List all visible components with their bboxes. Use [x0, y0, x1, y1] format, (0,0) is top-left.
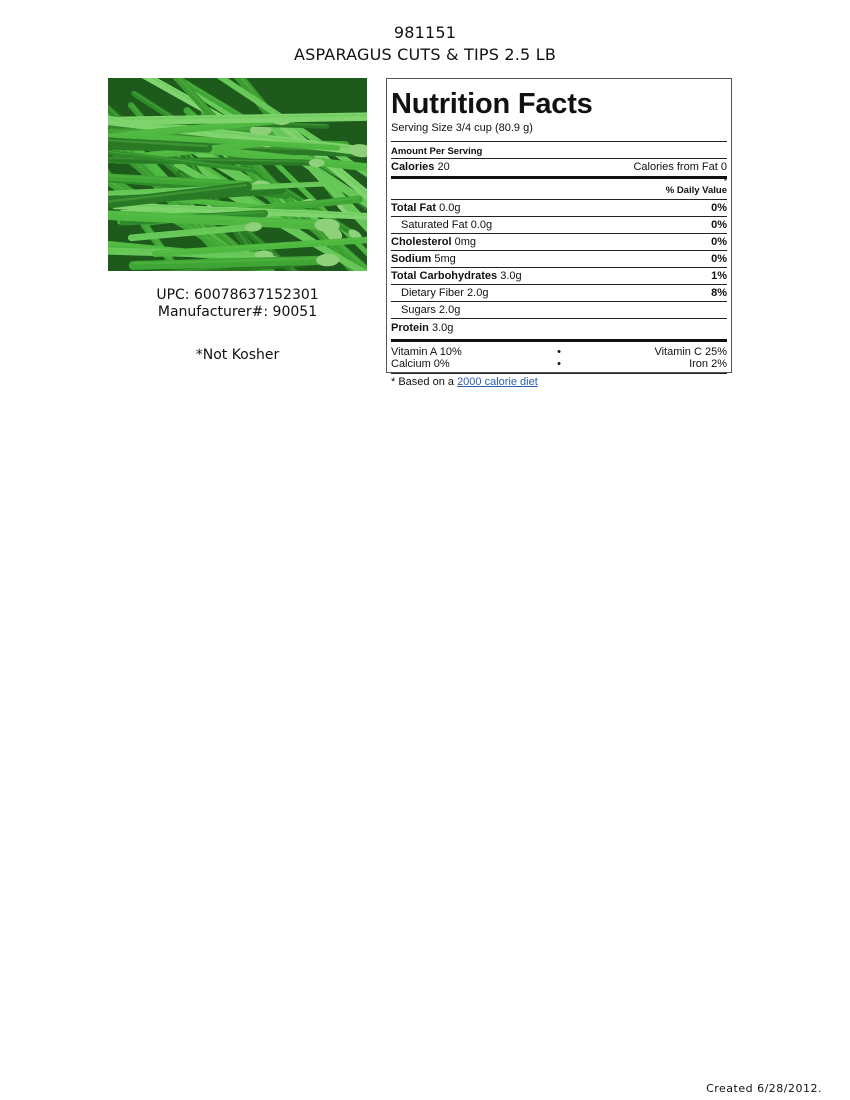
- daily-value-asterisk: *: [723, 177, 727, 186]
- vitamin-row: [391, 342, 727, 358]
- vitamin-right: Vitamin C 25%: [654, 346, 727, 358]
- nutrient-row-protein: [391, 319, 727, 342]
- nutrient-amount: 2.0g: [467, 287, 489, 299]
- nutrient-amount: 3.0g: [500, 270, 522, 282]
- asparagus-image: [108, 78, 367, 271]
- calorie-diet-link[interactable]: 2000 calorie diet: [457, 376, 538, 388]
- product-name: ASPARAGUS CUTS & TIPS 2.5 LB: [293, 45, 557, 64]
- nutrient-percent: 0%: [711, 236, 727, 248]
- calories-row: [391, 159, 727, 179]
- vitamin-left: Calcium 0%: [391, 358, 450, 370]
- vitamin-left: Vitamin A 10%: [391, 346, 462, 358]
- calorie-footnote: [391, 374, 727, 388]
- vitamin-right: Iron 2%: [689, 358, 727, 370]
- nutrient-percent: 1%: [711, 270, 727, 282]
- nutrient-row-dietary-fiber: [391, 285, 727, 302]
- upc-label: UPC: 60078637152301: [156, 287, 319, 303]
- nutrient-percent: 0%: [711, 219, 727, 231]
- nutrient-amount: 2.0g: [438, 304, 461, 316]
- nutrient-row-sodium: [391, 251, 727, 268]
- nutrient-percent: 0%: [711, 253, 727, 265]
- nutrient-percent: 8%: [711, 287, 727, 299]
- page-header: [0, 22, 850, 66]
- nutrient-row-total-fat: [391, 200, 727, 217]
- vitamin-bullet: •: [557, 358, 561, 370]
- nutrient-label: Cholesterol: [391, 236, 452, 248]
- created-date: Created 6/28/2012.: [706, 1082, 822, 1095]
- manufacturer-number: Manufacturer#: 90051: [157, 304, 318, 320]
- daily-value-label: % Daily Value: [665, 185, 727, 196]
- vitamin-bullet: •: [557, 346, 561, 358]
- nutrient-label: Sugars: [401, 304, 436, 316]
- nutrient-row-sugars: [391, 302, 727, 319]
- nutrient-row-saturated-fat: [391, 217, 727, 234]
- nutrient-label: Dietary Fiber: [401, 287, 464, 299]
- calories-from-fat: Calories from Fat 0: [633, 161, 727, 173]
- calories-label: Calories: [391, 161, 435, 173]
- nutrient-amount: 0mg: [454, 236, 476, 248]
- calories-value: 20: [437, 161, 450, 173]
- nutrient-row-total-carbohydrates: [391, 268, 727, 285]
- nutrient-amount: 0.0g: [439, 202, 461, 214]
- nutrient-label: Total Carbohydrates: [391, 270, 498, 282]
- product-identifiers: [108, 287, 367, 321]
- amount-per-serving: Amount Per Serving: [391, 142, 727, 159]
- nutrient-label: Saturated Fat: [401, 219, 468, 231]
- product-photo: [108, 78, 367, 271]
- nutrition-title: Nutrition Facts: [391, 88, 593, 120]
- item-code: 981151: [393, 23, 457, 42]
- nutrition-facts-panel: [386, 78, 732, 388]
- nutrient-amount: 0.0g: [470, 219, 493, 231]
- nutrient-row-cholesterol: [391, 234, 727, 251]
- vitamins-section: [391, 342, 727, 374]
- nutrient-amount: 3.0g: [431, 322, 454, 334]
- nutrient-label: Sodium: [391, 253, 432, 265]
- daily-value-header: [391, 179, 727, 200]
- nutrient-percent: 0%: [711, 202, 727, 214]
- serving-size: Serving Size 3/4 cup (80.9 g): [391, 122, 727, 142]
- nutrient-amount: 5mg: [434, 253, 456, 265]
- nutrient-label: Total Fat: [391, 202, 437, 214]
- kosher-note: *Not Kosher: [195, 347, 280, 363]
- nutrient-label: Protein: [391, 322, 429, 334]
- vitamin-row: [391, 358, 727, 370]
- footnote-prefix: * Based on a: [391, 376, 458, 388]
